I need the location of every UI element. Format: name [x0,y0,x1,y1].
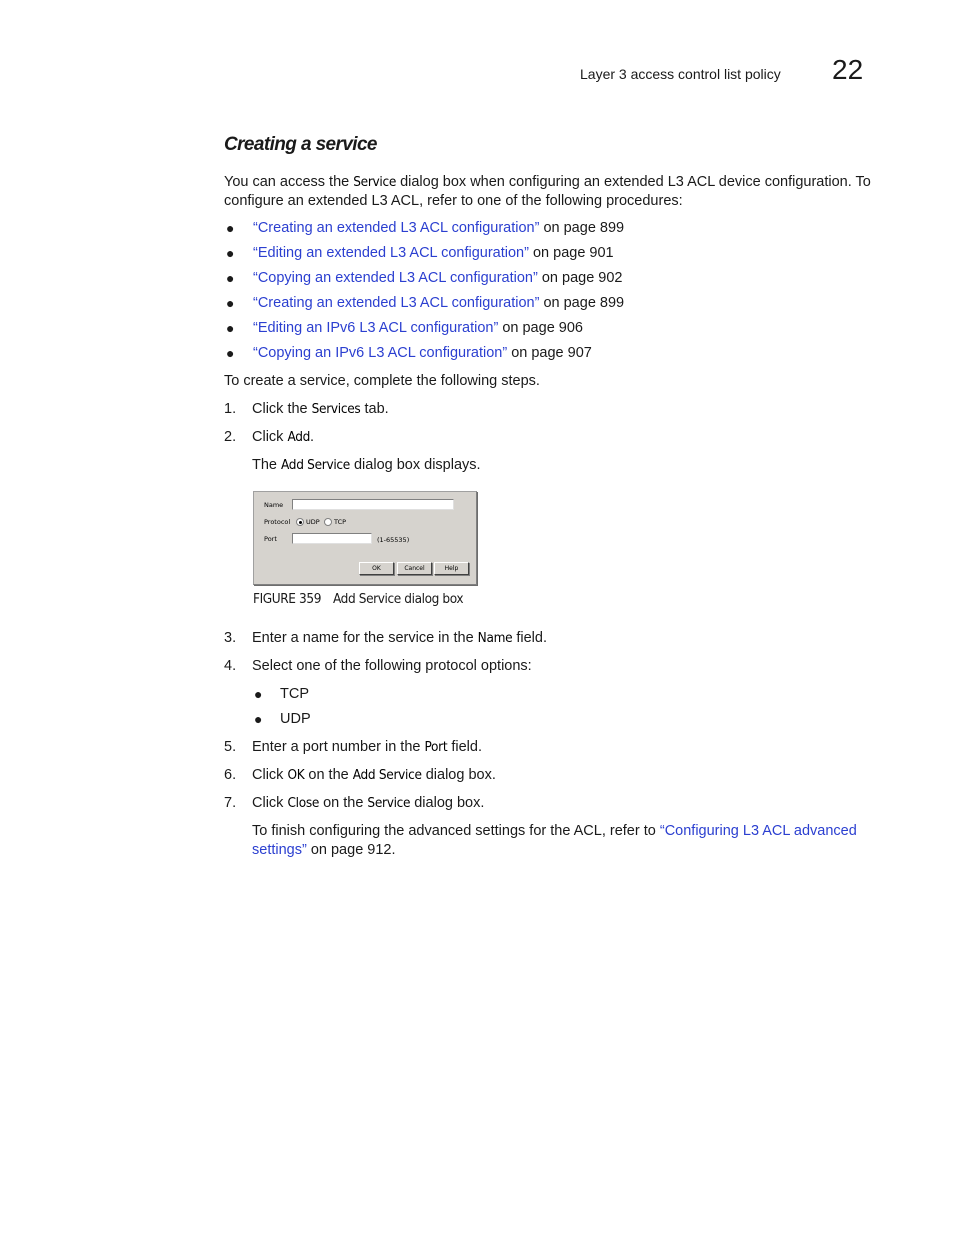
name-field[interactable] [292,499,454,510]
step-2-note: The Add Service dialog box displays. [252,457,481,473]
ui-term: OK [287,767,305,783]
reference-list [224,219,624,369]
figure-title: Add Service dialog box [333,591,464,607]
bullet-icon: ● [254,711,263,727]
bullet-icon: ● [226,295,235,311]
bullet-icon: ● [254,686,263,702]
bullet-icon: ● [226,320,235,336]
ui-term: Add [287,429,311,445]
figure-caption [253,591,463,607]
step-7: 7. Click Close on the Service dialog box. [224,795,485,811]
tcp-label: TCP [334,518,347,526]
steps-intro: To create a service, complete the following steps. [224,373,540,389]
tcp-radio[interactable] [324,518,332,526]
port-range-hint: (1-65535) [377,536,410,544]
port-field[interactable] [292,533,372,544]
chapter-number: 22 [832,54,864,85]
ui-term: Service [353,174,397,190]
protocol-label: Protocol [264,518,291,526]
list-item: ● “Creating an extended L3 ACL configuration” on page 899 [226,220,625,236]
cross-reference-link[interactable]: “Editing an IPv6 L3 ACL configuration” [253,320,499,336]
list-item: ● “Copying an IPv6 L3 ACL configuration” on page 907 [226,345,592,361]
step-2: 2. Click Add. [224,429,315,445]
ui-term: Name [477,630,513,646]
ui-term: Services [311,401,361,417]
udp-label: UDP [306,518,320,526]
section-title: Creating a service [224,134,377,155]
cancel-button[interactable]: Cancel [397,562,432,575]
list-item: ● “Copying an extended L3 ACL configuration” on page 902 [226,270,623,286]
step-6: 6. Click OK on the Add Service dialog box. [224,767,496,783]
add-service-dialog [253,491,477,585]
ok-button[interactable]: OK [359,562,394,575]
cross-reference-link[interactable]: “Copying an IPv6 L3 ACL configuration” [253,345,508,361]
cross-reference-link[interactable]: “Creating an extended L3 ACL configuration” [253,220,540,236]
list-item: ● “Editing an extended L3 ACL configuration” on page 901 [226,245,614,261]
step-5: 5. Enter a port number in the Port field. [224,739,482,755]
bullet-icon: ● [226,345,235,361]
ui-term: Add Service [352,767,422,783]
list-item: ● “Editing an IPv6 L3 ACL configuration” on page 906 [226,320,583,336]
ui-term: Port [424,739,448,755]
cross-reference-link[interactable]: “Copying an extended L3 ACL configuration” [253,270,538,286]
list-item: ● “Creating an extended L3 ACL configuration” on page 899 [226,295,625,311]
running-title: Layer 3 access control list policy [580,66,781,82]
bullet-icon: ● [226,220,235,236]
step-1: 1. Click the Services tab. [224,401,389,417]
step-4: 4. Select one of the following protocol options: [224,658,532,674]
closing-paragraph: To finish configuring the advanced settings for the ACL, refer to “Configuring L3 ACL advanced settings” on page 912. [252,823,857,858]
bullet-icon: ● [226,245,235,261]
help-button[interactable]: Help [434,562,469,575]
cross-reference-link[interactable]: “Configuring L3 ACL advanced settings” [252,823,857,858]
ui-term: Close [287,795,320,811]
ui-term: Service [367,795,411,811]
cross-reference-link[interactable]: “Editing an extended L3 ACL configuration” [253,245,529,261]
intro-paragraph: You can access the Service dialog box when configuring an extended L3 ACL device configuration. To configure an extended L3 ACL, refer to one of the following procedures: [224,174,871,209]
name-label: Name [264,501,284,509]
ui-term: Add Service [281,457,350,473]
cross-reference-link[interactable]: “Creating an extended L3 ACL configuration” [253,295,540,311]
port-label: Port [264,535,277,543]
udp-radio[interactable] [296,518,304,526]
list-item: ● UDP [254,711,311,727]
bullet-icon: ● [226,270,235,286]
step-3: 3. Enter a name for the service in the Name field. [224,630,547,646]
figure-label: FIGURE 359 [253,591,322,607]
protocol-options-list [252,685,311,735]
list-item: ● TCP [254,686,309,702]
